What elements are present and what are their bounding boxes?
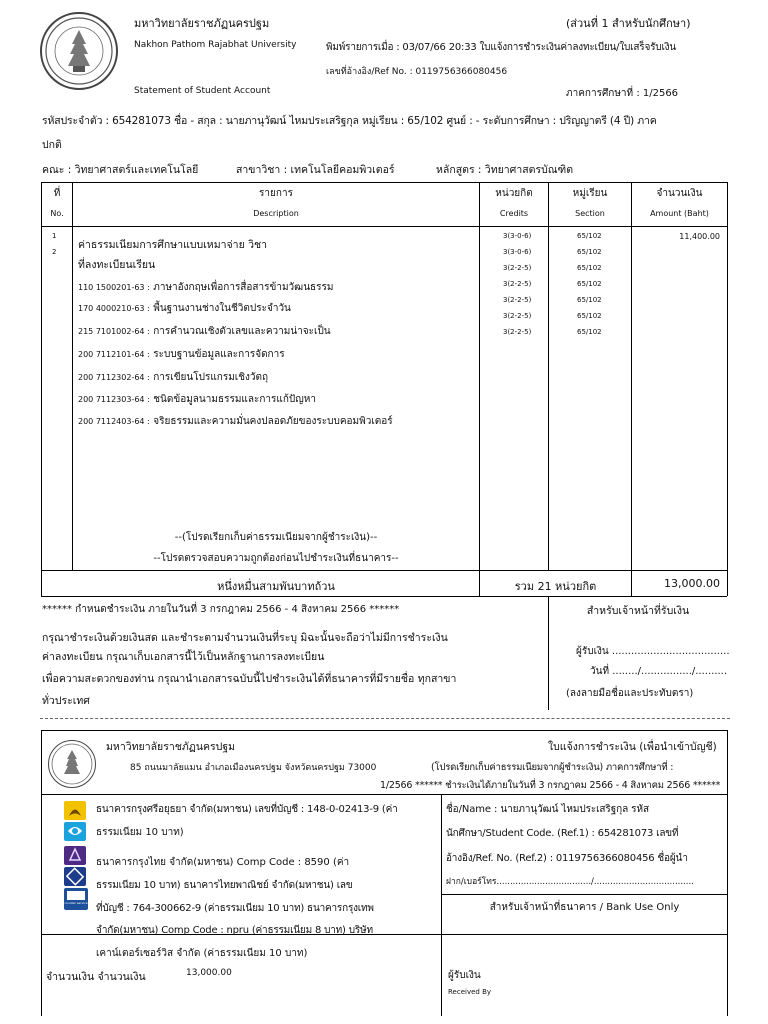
col-no-en: No. [50, 209, 64, 218]
course-name: ระบบฐานข้อมูลและการจัดการ [153, 349, 285, 360]
cut-line [40, 718, 730, 719]
credit-cell: 3(3-0-6) [503, 248, 532, 256]
section-cell: 65/102 [577, 296, 602, 304]
amount-label: จำนวนเงิน จำนวนเงิน [46, 971, 146, 983]
col-amount-th: จำนวนเงิน [656, 188, 703, 199]
col-desc-en: Description [253, 209, 299, 218]
col-header-no [42, 186, 72, 218]
bank-text: ที่บัญชี : 764-300662-9 (ค่าธรรมเนียม 10 บาท) ธนาคารกรุงเทพ [96, 903, 374, 914]
received-by-en: Received By [448, 988, 492, 996]
course-code: 215 7101002-64 : [78, 327, 150, 336]
course-code: 200 7112403-64 : [78, 417, 150, 426]
credit-cell: 3(2-2-5) [503, 296, 532, 304]
payer-name: ชื่อ/Name : นายภานุวัฒน์ ไหมประเสริฐกุล รหัส [446, 804, 649, 815]
bank-use-only: สำหรับเจ้าหน้าที่ธนาคาร / Bank Use Only [489, 902, 680, 913]
course-code: 200 7112101-64 : [78, 350, 150, 359]
slip-term-line: 1/2566 ****** ชำระเงินได้ภายในวันที่ 3 กรกฎาคม 2566 - 4 สิงหาคม 2566 ****** [380, 780, 721, 791]
program: หลักสูตร : วิทยาศาสตรบัณฑิต [436, 164, 574, 176]
total-amount: 13,000.00 [664, 577, 720, 590]
col-credits-th: หน่วยกิต [495, 188, 533, 199]
statement-title: Statement of Student Account [134, 86, 271, 96]
section-cell: 65/102 [577, 264, 602, 272]
col-section-th: หมู่เรียน [572, 188, 608, 199]
course-row [78, 324, 331, 339]
row-number: 2 [52, 248, 57, 256]
col-amount-en: Amount (Baht) [650, 209, 709, 218]
slip-address: 85 ถนนมาลัยแมน อำเภอเมืองนครปฐม จังหวัดนครปฐม 73000 [130, 763, 377, 773]
bank-text: ธรรมเนียม 10 บาท) ธนาคารไทยพาณิชย์ จำกัด(มหาชน) เลข [96, 880, 353, 891]
student-info-line1: รหัสประจำตัว : 654281073 ชื่อ - สกุล : นายภานุวัฒน์ ไหมประเสริฐกุล หมู่เรียน : 65/102 ศูนย์ : - ระดับการศึกษา : ปริญญาตรี (4 ปี) ภาค [42, 115, 657, 127]
slip-university-name: มหาวิทยาลัยราชภัฏนครปฐม [106, 741, 236, 753]
bank-text: ธนาคารกรุงศรีอยุธยา จำกัด(มหาชน) เลขที่บัญชี : 148-0-02413-9 (ค่า [96, 804, 398, 815]
section-cell: 65/102 [577, 232, 602, 240]
course-row [78, 370, 268, 385]
total-in-words: หนึ่งหมื่นสามพันบาทถ้วน [217, 580, 335, 593]
student-info-line2: ปกติ [42, 139, 62, 151]
course-name: การคำนวณเชิงตัวเลขและความน่าจะเป็น [153, 326, 331, 337]
row-number: 1 [52, 232, 57, 240]
part-label: (ส่วนที่ 1 สำหรับนักศึกษา) [566, 17, 691, 30]
semester: ภาคการศึกษาที่ : 1/2566 [566, 88, 679, 99]
notice-paragraph1-line1: กรุณาชำระเงินด้วยเงินสด และชำระตามจำนวนเงินที่ระบุ มิฉะนั้นจะถือว่าไม่มีการชำระเงิน [42, 632, 448, 644]
section-cell: 65/102 [577, 280, 602, 288]
bank-text: ธนาคารกรุงไทย จำกัด(มหาชน) Comp Code : 8590 (ค่า [96, 857, 350, 868]
notice-paragraph1-line2: ค่าลงทะเบียน กรุณาเก็บเอกสารนี้ไว้เป็นหลักฐานการลงทะเบียน [42, 651, 325, 663]
col-header-section [549, 186, 631, 218]
print-info: พิมพ์รายการเมื่อ : 03/07/66 20:33 ใบแจ้งการชำระเงินค่าลงทะเบียน/ใบเสร็จรับเงิน [326, 42, 676, 53]
major: สาขาวิชา : เทคโนโลยีคอมพิวเตอร์ [236, 164, 395, 176]
university-name-en: Nakhon Pathom Rajabhat University [134, 40, 297, 50]
col-desc-th: รายการ [259, 188, 293, 199]
fee-note: --(โปรดเรียกเก็บค่าธรรมเนียมจากผู้ชำระเงิน)-- [174, 532, 378, 543]
bank-text: เคาน์เตอร์เซอร์วิส จำกัด (ค่าธรรมเนียม 10 บาท) [96, 948, 308, 959]
counter-service-logo-icon [64, 888, 88, 910]
credit-cell: 3(2-2-5) [503, 264, 532, 272]
scb-logo-icon [64, 846, 86, 865]
fee-description-line2: ที่ลงทะเบียนเรียน [78, 259, 156, 271]
course-row [78, 347, 285, 362]
fee-amount: 11,400.00 [679, 232, 720, 241]
col-credits-en: Credits [499, 209, 529, 218]
bank-text: ธรรมเนียม 10 บาท) [96, 827, 184, 838]
bank-text: จำกัด(มหาชน) Comp Code : npru (ค่าธรรมเนียม 8 บาท) บริษัท [96, 925, 373, 936]
course-row [78, 414, 393, 429]
payment-deadline: ****** กำหนดชำระเงิน ภายในวันที่ 3 กรกฎาคม 2566 - 4 สิงหาคม 2566 ****** [42, 604, 400, 615]
notice-paragraph2-line1: เพื่อความสะดวกของท่าน กรุณานำเอกสารฉบับนี้ไปชำระเงินได้ที่ธนาคารที่มีรายชื่อ ทุกสาขา [42, 673, 457, 685]
course-row [78, 392, 316, 407]
krungsri-logo-icon [64, 801, 86, 820]
course-code: 110 1500201-63 : [78, 283, 150, 292]
col-header-amount [632, 186, 727, 218]
reference-number: เลขที่อ้างอิง/Ref No. : 0119756366080456 [326, 67, 508, 77]
notice-paragraph2-line2: ทั่วประเทศ [42, 695, 90, 707]
officer-title: สำหรับเจ้าหน้าที่รับเงิน [586, 605, 690, 617]
amount-value: 13,000.00 [186, 968, 232, 978]
course-name: การเขียนโปรแกรมเชิงวัตถุ [153, 372, 269, 383]
col-header-description [73, 186, 479, 218]
total-credits: รวม 21 หน่วยกิต [514, 580, 597, 593]
course-code: 200 7112302-64 : [78, 373, 150, 382]
university-seal [40, 12, 118, 90]
credit-cell: 3(2-2-5) [503, 328, 532, 336]
course-name: จริยธรรมและความมั่นคงปลอดภัยของระบบคอมพิวเตอร์ [153, 416, 393, 427]
bbl-logo-icon [64, 867, 86, 886]
payer-depositor: ฝาก/เบอร์โทร.................................../..................................... [446, 877, 694, 887]
slip-collect-note: (โปรดเรียกเก็บค่าธรรมเนียมจากผู้ชำระเงิน) ภาคการศึกษาที่ : [431, 762, 674, 773]
officer-receiver: ผู้รับเงิน ..................................... [576, 646, 730, 657]
payer-student-code: นักศึกษา/Student Code. (Ref.1) : 654281073 เลขที่ [446, 828, 679, 839]
received-by-th: ผู้รับเงิน [448, 970, 481, 981]
credit-cell: 3(2-2-5) [503, 280, 532, 288]
officer-date: วันที่ ......../................/.......... [590, 666, 728, 677]
slip-title: ใบแจ้งการชำระเงิน (เพื่อนำเข้าบัญชี) [548, 741, 717, 753]
course-code: 200 7112303-64 : [78, 395, 150, 404]
verify-note: --โปรดตรวจสอบความถูกต้องก่อนไปชำระเงินที่ธนาคาร-- [153, 553, 399, 564]
course-row [78, 301, 291, 316]
col-header-credits [480, 186, 548, 218]
course-name: พื้นฐานงานช่างในชีวิตประจำวัน [153, 303, 291, 314]
col-no-th: ที่ [53, 188, 61, 199]
col-section-en: Section [575, 209, 605, 218]
course-name: ภาษาอังกฤษเพื่อการสื่อสารข้ามวัฒนธรรม [153, 282, 334, 293]
officer-sign-note: (ลงลายมือชื่อและประทับตรา) [566, 688, 694, 699]
course-code: 170 4000210-63 : [78, 304, 150, 313]
faculty: คณะ : วิทยาศาสตร์และเทคโนโลยี [42, 164, 199, 176]
credit-cell: 3(2-2-5) [503, 312, 532, 320]
fee-description-line1: ค่าธรรมเนียมการศึกษาแบบเหมาจ่าย วิชา [78, 239, 267, 251]
course-row [78, 280, 333, 295]
slip-university-seal [48, 740, 96, 788]
credit-cell: 3(3-0-6) [503, 232, 532, 240]
course-name: ชนิดข้อมูลนามธรรมและการแก้ปัญหา [153, 394, 316, 405]
payer-ref-no: อ้างอิง/Ref. No. (Ref.2) : 0119756366080456 ชื่อผู้นำ [446, 853, 688, 864]
counter-service-label: counter service [64, 901, 88, 905]
ktb-logo-icon [64, 822, 86, 841]
university-name-th: มหาวิทยาลัยราชภัฏนครปฐม [134, 17, 270, 30]
section-cell: 65/102 [577, 248, 602, 256]
section-cell: 65/102 [577, 328, 602, 336]
section-cell: 65/102 [577, 312, 602, 320]
